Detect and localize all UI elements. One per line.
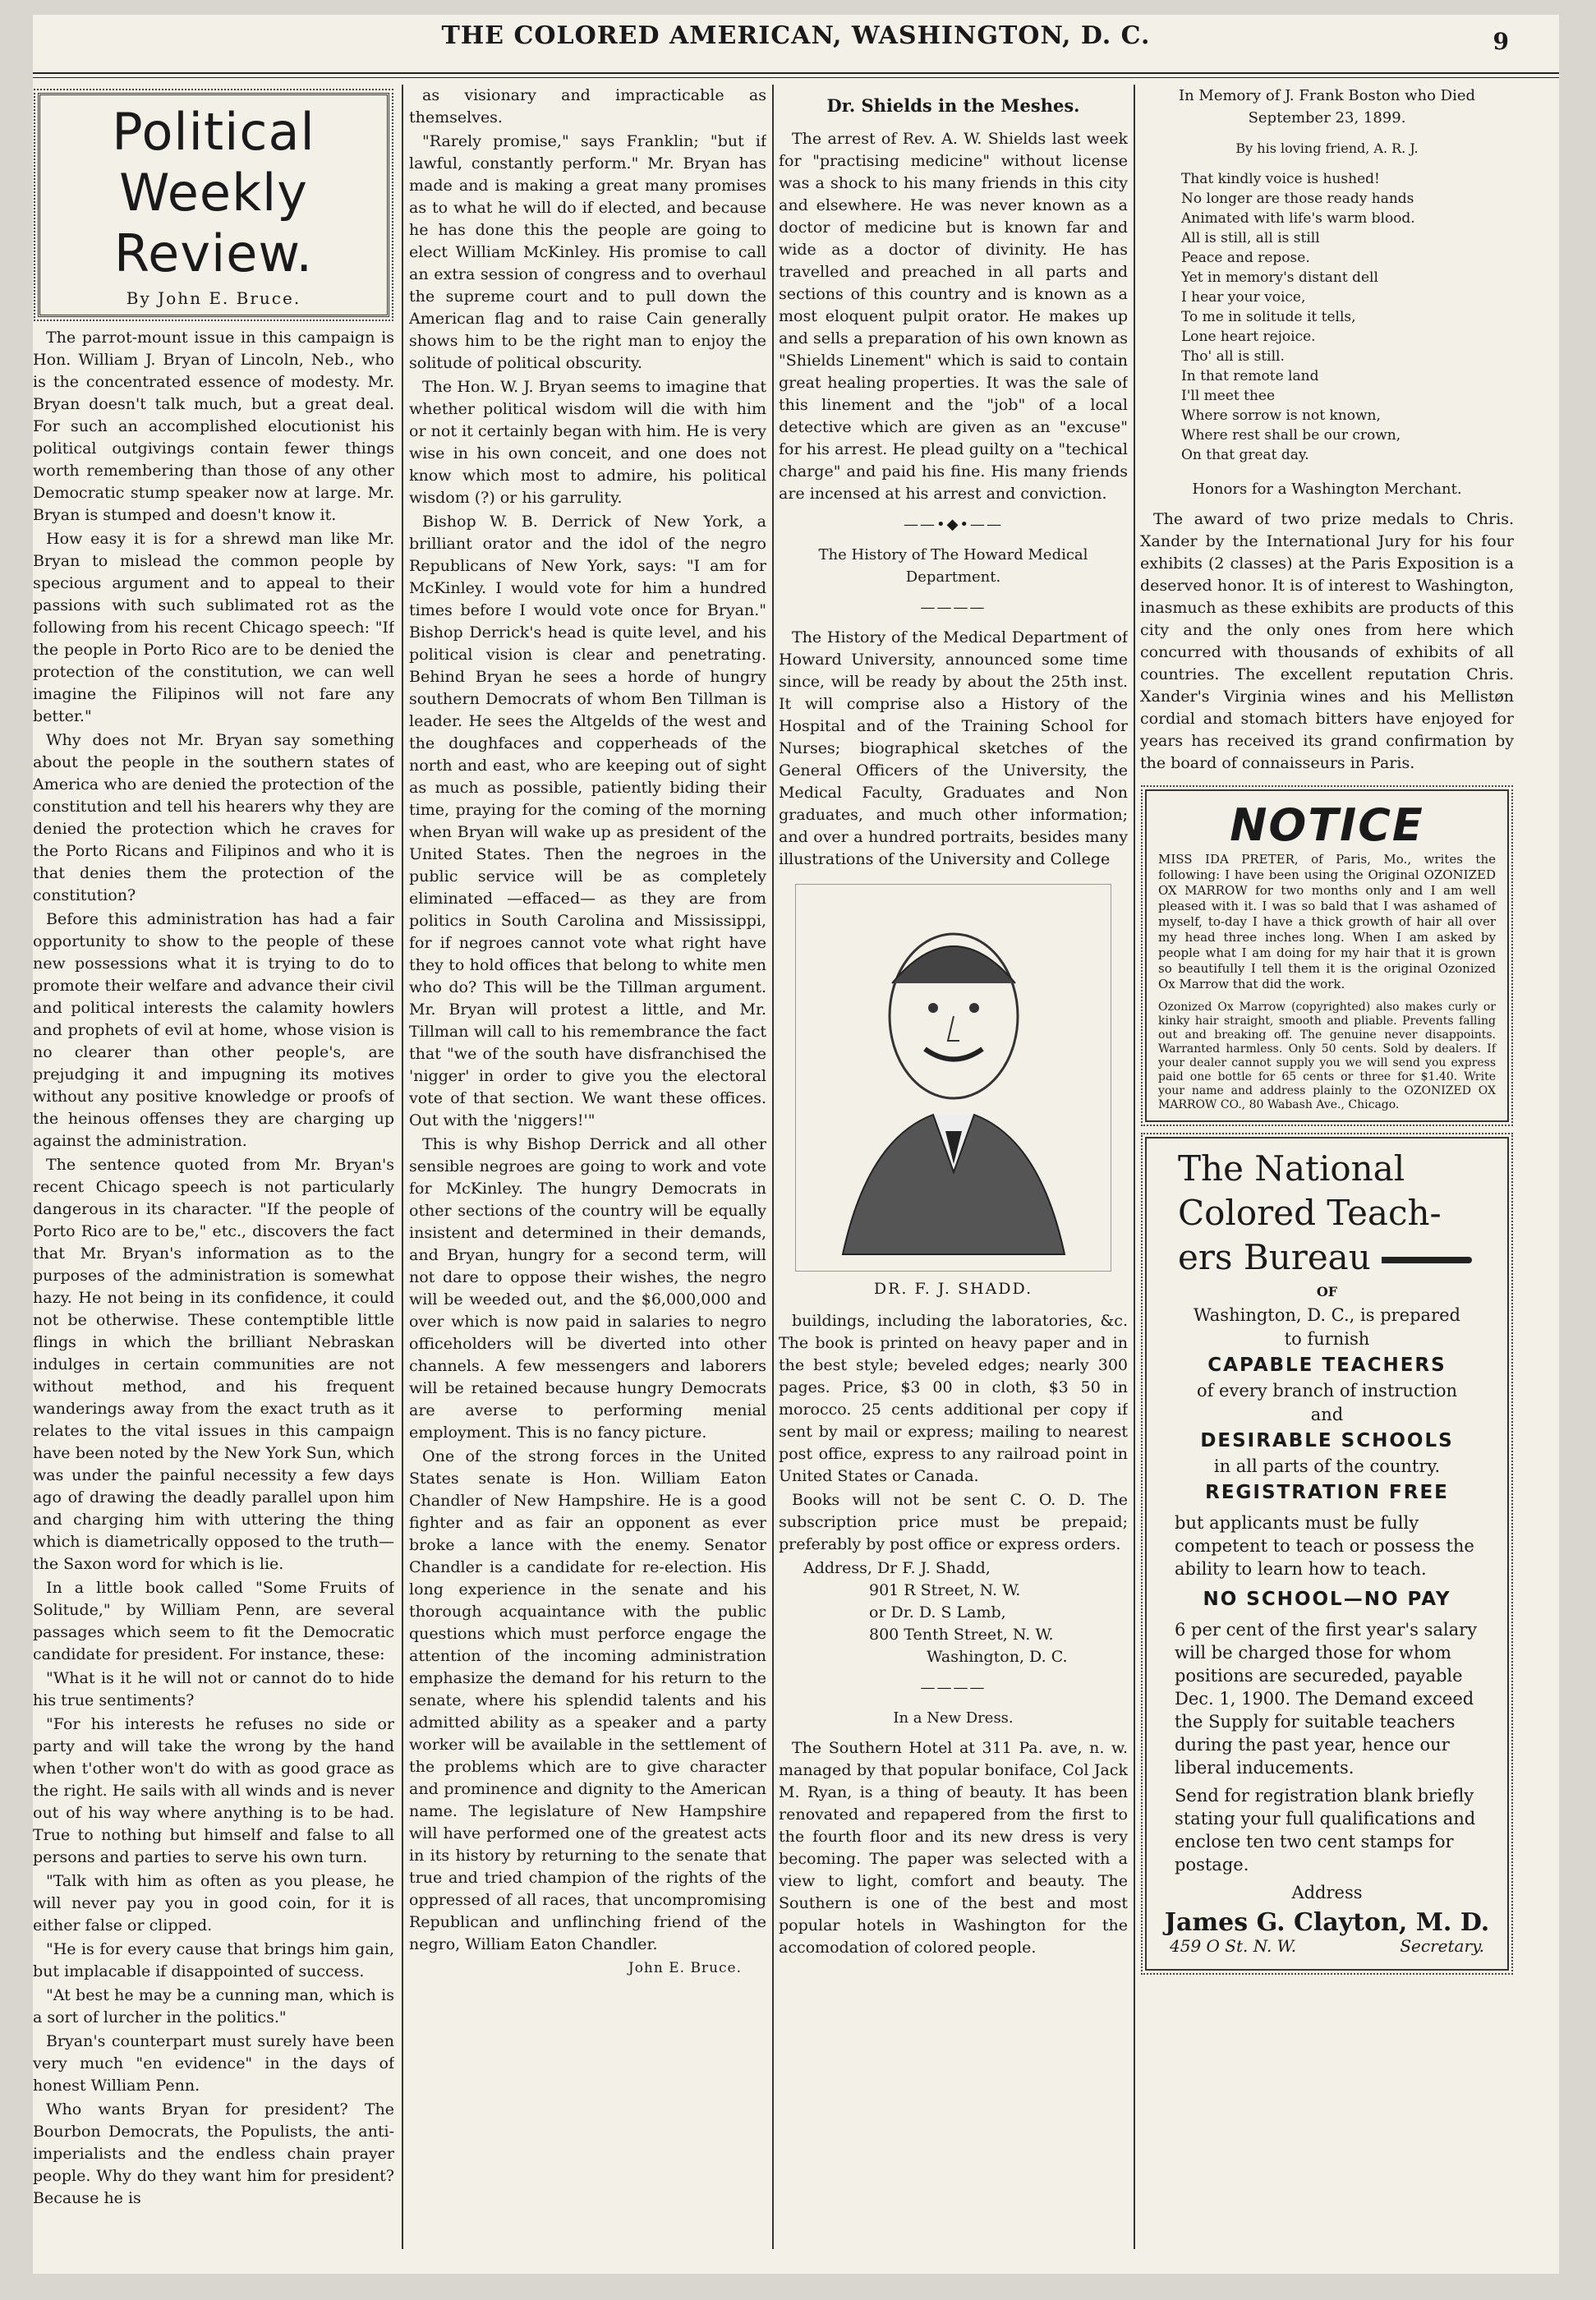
address-line-1: Address, Dr F. J. Shadd,: [803, 1559, 991, 1577]
column-1: [33, 85, 394, 2266]
poem-line: Where rest shall be our crown,: [1181, 427, 1401, 444]
review-masthead: [38, 93, 389, 317]
paragraph: as visionary and impracticable as themselves.: [409, 86, 766, 126]
shields-heading: Dr. Shields in the Meshes.: [826, 95, 1080, 116]
review-col1-paragraphs: [33, 327, 394, 2210]
poem-line: In that remote land: [1181, 368, 1319, 384]
bureau-title-1: The National: [1178, 1148, 1405, 1189]
teachers-bureau-advertisement: [1145, 1137, 1509, 1971]
shields-body: The arrest of Rev. A. W. Shields last week for "practising medicine" without license was a shock to his many friends in this city and elsewhere. He was never known as a doctor of medicine but is known far and wide as a doctor of divinity. He has travelled and preached in all parts and sections of this country and is known as a most eloquent pulpit orator. He makes up and sells a preparation of his own known as "Shields Linement" which is said to contain great healing properties. It was the sale of this linement and the "job" of a local detective which are given as an "excuse" for his arrest. He plead guilty on a "techical charge" and paid his fine. His many friends are incensed at his arrest and conviction.: [779, 130, 1128, 503]
memoriam-poem: [1181, 169, 1514, 465]
paragraph: "What is it he will not or cannot do to hide his true sentiments?: [33, 1669, 394, 1709]
column-2: [409, 85, 766, 2266]
bureau-no-school: NO SCHOOL—NO PAY: [1203, 1589, 1451, 1610]
poem-line: No longer are those ready hands: [1181, 191, 1414, 207]
bureau-percent: 6 per cent of the first year's salary will be charged those for whom positions are secureded, payable Dec. 1, 1900. The Demand exceed the Supply for suitable teachers during the past year, hence our liberal inducements.: [1175, 1620, 1478, 1778]
address-line-5: Washington, D. C.: [927, 1648, 1068, 1666]
paragraph: How easy it is for a shrewd man like Mr. Bryan to mislead the common people by specious argument and to appeal to their passions with such sublimated rot as the following from his recent Chicago speech: "If the people in Porto Rico are to be denied the protection of the constitution, we can well imagine the Filipinos will not fare any better.": [33, 530, 394, 725]
review-title: Political Weekly Review.: [112, 102, 315, 283]
paragraph: Who wants Bryan for president? The Bourbon Democrats, the Populists, the anti-imperialists and the endless chain prayer people. Why do they want him for president? Because he is: [33, 2100, 394, 2207]
poem-line: Peace and repose.: [1181, 250, 1310, 266]
address-line-3: or Dr. D. S Lamb,: [869, 1603, 1006, 1622]
notice-title: NOTICE: [1230, 799, 1424, 851]
bureau-all-parts: in all parts of the country.: [1213, 1456, 1441, 1476]
poem-line: Where sorrow is not known,: [1181, 407, 1381, 424]
poem-line: I hear your voice,: [1181, 289, 1306, 306]
bureau-title-3: ers Bureau: [1178, 1235, 1496, 1280]
column-rule-2: [772, 85, 774, 2249]
column-rule-3: [1134, 85, 1135, 2249]
notice-advertisement: [1145, 789, 1509, 1122]
column-4: [1140, 85, 1514, 2266]
howard-heading: The History of The Howard Medical Department.: [818, 546, 1088, 586]
newspaper-name: THE COLORED AMERICAN, WASHINGTON, D. C.: [441, 21, 1151, 50]
poem-line: Yet in memory's distant dell: [1181, 269, 1378, 286]
address-line-4: 800 Tenth Street, N. W.: [869, 1626, 1054, 1644]
section-divider-short: ————: [920, 599, 987, 616]
bureau-send: Send for registration blank briefly stating your full qualifications and enclose ten two cent stamps for postage.: [1175, 1786, 1476, 1874]
howard-body-1: The History of the Medical Department of Howard University, announced some time since, will be ready by about the 25th inst. It will comprise also a History of the Hospital and of the Training School for Nurses; biographical sketches of the General Officers of the University, the Medical Faculty, Graduates and Non graduates, and much other information; and over a hundred portraits, besides many illustrations of the University and College: [779, 628, 1128, 868]
memoriam-heading: In Memory of J. Frank Boston who Died September 23, 1899.: [1178, 87, 1476, 126]
bureau-applicants: but applicants must be fully competent to teach or possess the ability to learn how to teach.: [1175, 1513, 1474, 1579]
bureau-title-2: Colored Teach-: [1178, 1193, 1442, 1233]
review-col2-paragraphs: [409, 85, 766, 1956]
bureau-address-label: Address: [1291, 1883, 1363, 1902]
poem-line: All is still, all is still: [1181, 230, 1320, 246]
paragraph: "Rarely promise," says Franklin; "but if lawful, constantly perform." Mr. Bryan has made and is making a great many promises as to what he will do if elected, and because he has done this the people are going to elect William McKinley. His promise to call an extra session of congress and to overhaul the supreme court and to pull down the American flag and to raise Cain generally shows him to be the right man to enjoy the solitude of political obscurity.: [409, 132, 766, 372]
section-divider-2: ————: [920, 1679, 987, 1696]
poem-line: To me in solitude it tells,: [1181, 309, 1356, 325]
notice-text-2: Ozonized Ox Marrow (copyrighted) also makes curly or kinky hair straight, smooth and pliable. Prevents falling out and breaking off. The genuine never disappoints. Warranted harmless. Only 50 cents. Sold by dealers. If your dealer cannot supply you we will send you express paid one bottle for 65 cents or three for $1.40. Write your name and address plainly to the OZONIZED OX MARROW CO., 80 Wabash Ave., Chicago.: [1158, 1000, 1496, 1111]
paragraph: Before this administration has had a fair opportunity to show to the people of these new possessions what it is trying to do to promote their welfare and advance their civil and political interests the calamity howlers and prophets of evil at home, whose vision is no clearer than other people's, are prejudging it and impugning its motives without any positive knowledge or proofs of the heinous offenses they are charging up against the administration.: [33, 910, 394, 1150]
bureau-desirable: DESIRABLE SCHOOLS: [1200, 1430, 1454, 1451]
bureau-registration: REGISTRATION FREE: [1205, 1482, 1449, 1503]
paragraph: Bishop W. B. Derrick of New York, a brilliant orator and the idol of the negro Republicans of New York, says: "I am for McKinley. I would vote for him a hundred times before I would vote once for Bryan." Bishop Derrick's head is quite level, and his political vision is clear and penetrating. Behind Bryan he sees a horde of hungry southern Democrats of whom Ben Tillman is leader. He sees the Altgelds of the west and the doughfaces and copperheads of the north and east, who are keeping out of sight as much as possible, patiently biding their time, praying for the coming of the morning when Bryan will wake up as president of the United States. Then the negroes in the public service will be as completely eliminated —effaced— as they are from politics in South Carolina and Mississippi, for if negroes cannot vote what right have they to hold offices that belong to white men who do? This will be the Tillman argument. Mr. Bryan will protest a little, and Mr. Tillman will call to his remembrance the fact that "we of the south have disfranchised the 'nigger' in order to give you the electoral vote of that section. We want these offices. Out with the 'niggers!'": [409, 513, 766, 1129]
bureau-and: and: [1310, 1405, 1344, 1424]
howard-body-2: buildings, including the laboratories, &c. The book is printed on heavy paper and in the best style; beveled edges; nearly 300 pages. Price, $3 00 in cloth, $3 50 in morocco. 25 cents additional per copy if sent by mail or express; mailing to nearest post office, express to any railroad point in United States or Canada.: [779, 1312, 1128, 1485]
bureau-location: Washington, D. C., is prepared: [1194, 1305, 1460, 1325]
new-dress-heading: In a New Dress.: [893, 1709, 1014, 1727]
column-rule-1: [402, 85, 403, 2249]
poem-line: Tho' all is still.: [1181, 348, 1285, 365]
poem-line: Lone heart rejoice.: [1181, 329, 1316, 345]
poem-line: That kindly voice is hushed!: [1181, 171, 1380, 187]
bureau-every-branch: of every branch of instruction: [1196, 1381, 1458, 1401]
header-rule: [33, 72, 1559, 74]
bureau-footer: [1170, 1935, 1484, 1957]
paragraph: The parrot-mount issue in this campaign is Hon. William J. Bryan of Lincoln, Neb., who is the concentrated essence of modesty. Mr. Bryan doesn't talk much, but a great deal. For such an accomplished elocutionist his political outgivings contain fewer things worth remembering than those of any other Democratic stump speaker now at large. Mr. Bryan is stumped and doesn't know it.: [33, 329, 394, 524]
paragraph: "At best he may be a cunning man, which is a sort of lurcher in the politics.": [33, 1986, 394, 2026]
bureau-to-furnish: to furnish: [1284, 1329, 1370, 1349]
column-3: [779, 85, 1128, 2266]
honors-heading: Honors for a Washington Merchant.: [1192, 481, 1462, 498]
bureau-name: James G. Clayton, M. D.: [1164, 1908, 1490, 1937]
paragraph: The Hon. W. J. Bryan seems to imagine that whether political wisdom will die with him or not it certainly began with him. He is very wise in his own conceit, and one does not know which most to admire, his political wisdom (?) or his garrulity.: [409, 378, 766, 507]
paragraph: "He is for every cause that brings him gain, but implacable if disappointed of success.: [33, 1940, 394, 1980]
paragraph: In a little book called "Some Fruits of Solitude," by William Penn, are several passages which seem to fit the Democratic candidate for president. For instance, these:: [33, 1579, 394, 1663]
honors-body: The award of two prize medals to Chris. Xander by the International Jury for his four exhibits (2 classes) at the Paris Exposition is a deserved honor. It is of interest to Washington, inasmuch as these exhibits are products of this city and the only ones from here which concurred with thousands of exhibits of all countries. The excellent reputation Chris. Xander's Virginia wines and his Mellistøn cordial and stomach bitters have enjoyed for years has received its grand confirmation by the board of connaisseurs in Paris.: [1140, 510, 1514, 772]
review-byline: By John E. Bruce.: [126, 288, 301, 308]
paragraph: Why does not Mr. Bryan say something about the people in the southern states of America who are denied the protection of the constitution and tell his hearers why they are denied the protection which he craves for the Porto Ricans and Filipinos and who it is that denies them the protection of the constitution?: [33, 731, 394, 904]
poem-line: I'll meet thee: [1181, 388, 1276, 404]
page-header: [33, 21, 1559, 71]
newspaper-page: [33, 15, 1559, 2274]
notice-text: MISS IDA PRETER, of Paris, Mo., writes the following: I have been using the Original OZONIZED OX MARROW for two months only and I am well pleased with it. I was so bald that I was ashamed of myself, to-day I have a thick growth of hair all over my head three inches long. When I am asked by people what I am doing for my hair that it is grown so beautifully I tell them it is the original Ozonized Ox Marrow that did the work.: [1158, 852, 1496, 991]
header-rule-thin: [33, 77, 1559, 78]
paragraph: This is why Bishop Derrick and all other sensible negroes are going to work and vote for McKinley. The hungry Democrats in other sections of the country will be equally insistent and determined in their demands, and Bryan, hungry for a second term, will not dare to oppose their wishes, the negro will be weeded out, and the $6,000,000 and over which is now paid in salaries to negro officeholders will be diverted into other channels. A few messengers and laborers will be retained because hungry Democrats are averse to performing menial employment. This is no fancy picture.: [409, 1135, 766, 1442]
address-line-2: 901 R Street, N. W.: [869, 1581, 1021, 1599]
bureau-secretary: Secretary.: [1400, 1936, 1484, 1956]
paragraph: "For his interests he refuses no side or party and will take the wrong by the hand when t'other won't do with as good grace as the right. He sails with all winds and is never out of his way where anything is to be had. True to nothing but himself and false to all persons and parties to serve his own turn.: [33, 1715, 394, 1866]
portrait-illustration: [818, 893, 1089, 1263]
page-number: 9: [1493, 28, 1510, 55]
paragraph: The sentence quoted from Mr. Bryan's recent Chicago speech is not particularly dangerous in its character. "If the people of Porto Rico are to be," etc., discovers the fact that Mr. Bryan's information as to the purposes of the administration is somewhat hazy. He not being in its confidence, it could not be otherwise. These contemptible little flings in which the brilliant Nebraskan indulges in certain communities are not without method, and his frequent wanderings away from the exact truth as it relates to the vital issues in this campaign have been noted by the New York Sun, which was under the painful necessity a few days ago of drawing the deadly parallel upon him and charging him with uttering the thing which is diametrically opposed to the truth—the Saxon word for which is lie.: [33, 1156, 394, 1573]
flourish-dash: [1382, 1257, 1472, 1263]
portrait-engraving: [795, 884, 1111, 1272]
bureau-street: 459 O St. N. W.: [1170, 1936, 1297, 1956]
bureau-capable: CAPABLE TEACHERS: [1207, 1355, 1447, 1376]
paragraph: Bryan's counterpart must surely have been very much "en evidence" in the days of honest William Penn.: [33, 2032, 394, 2095]
poem-line: Animated with life's warm blood.: [1181, 210, 1415, 227]
howard-address: [803, 1557, 1128, 1668]
paragraph: "Talk with him as often as you please, he will never pay you in good coin, for it is either false or clipped.: [33, 1872, 394, 1934]
review-signature: John E. Bruce.: [628, 1960, 742, 1976]
howard-body-3: Books will not be sent C. O. D. The subscription price must be prepaid; preferably by post office or express orders.: [779, 1491, 1128, 1553]
portrait-caption: DR. F. J. SHADD.: [873, 1280, 1033, 1298]
memoriam-byline: By his loving friend, A. R. J.: [1235, 140, 1419, 156]
bureau-of: OF: [1316, 1284, 1338, 1300]
new-dress-body: The Southern Hotel at 311 Pa. ave, n. w. managed by that popular boniface, Col Jack M. Ryan, is a thing of beauty. It has been renovated and repapered from the first to the fourth floor and its new dress is very becoming. The paper was selected with a view to light, comfort and beauty. The Southern is one of the best and most popular hotels in Washington for the accomodation of colored people.: [779, 1739, 1128, 1957]
poem-line: On that great day.: [1181, 447, 1309, 463]
paragraph: One of the strong forces in the United States senate is Hon. William Eaton Chandler of New Hampshire. He is a good fighter and as fair an opponent as ever broke a lance with the enemy. Senator Chandler is a candidate for re-election. His long experience in the senate and his thorough acquaintance with the public questions which must perforce engage the attention of the incoming administration emphasize the demand for his return to the senate, where his splendid talents and his admitted ability as a speaker and a party worker will be available in the settlement of the problems which are to give character and prominence and dignity to the American name. The legislature of New Hampshire will have performed one of the greatest acts in its history by returning to the senate that true and tried champion of the rights of the oppressed of all races, that uncompromising Republican and unflinching friend of the negro, William Eaton Chandler.: [409, 1447, 766, 1953]
section-divider: ——•◆•——: [903, 516, 1004, 533]
